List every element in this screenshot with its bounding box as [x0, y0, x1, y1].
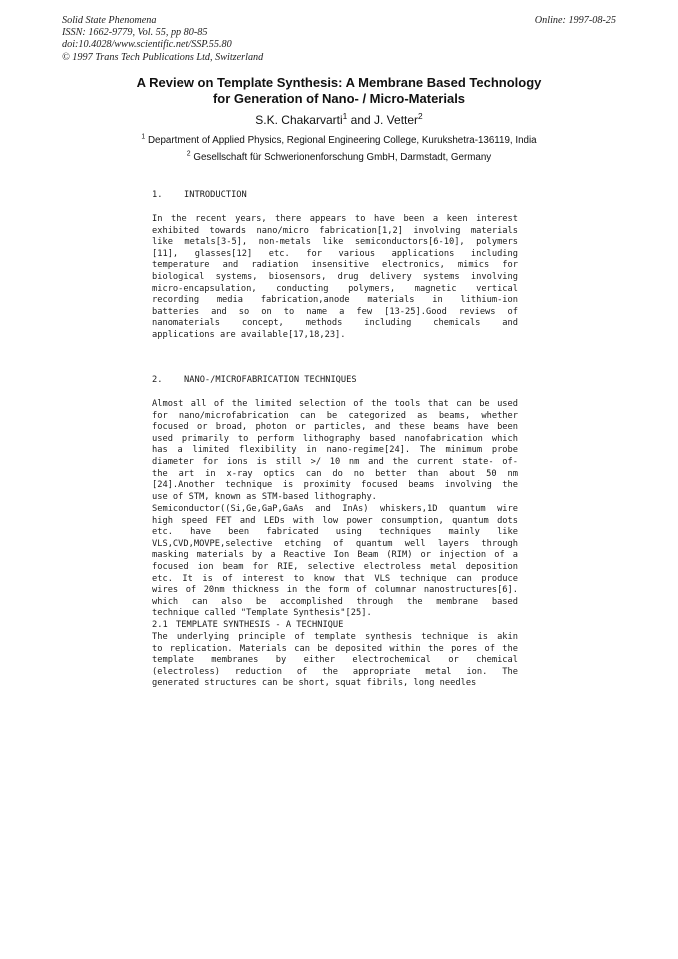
text-line: [24].Another technique is proximity focused beams involving the: [152, 480, 518, 491]
author-name: S.K. Chakarvarti: [255, 113, 343, 127]
text-line: the art in x-ray optics can do no better than about 50 nm: [152, 468, 518, 479]
section-number: 1.: [152, 190, 163, 200]
text-line: micro-encapsulation, conducting polymers, magnetic vertical: [152, 283, 518, 294]
section-body: [152, 399, 518, 503]
affiliation-text: Department of Applied Physics, Regional Engineering College, Kurukshetra-136119, India: [145, 135, 537, 146]
journal-issn: ISSN: 1662-9779, Vol. 55, pp 80-85: [62, 27, 208, 39]
text-line: batteries and so on to name a few [13-25].Good reviews of: [152, 306, 518, 317]
author-list: [100, 113, 578, 127]
text-line: like metals[3-5], non-metals like semiconductors[6-10], polymers: [152, 237, 518, 248]
text-line: Almost all of the limited selection of the tools that can be used: [152, 399, 518, 409]
text-line: biological systems, biosensors, drug delivery systems involving: [152, 272, 518, 283]
text-line: (electroless) reduction of the appropriate metal ion. The: [152, 666, 518, 677]
author-affil-mark: 1: [342, 111, 348, 121]
text-line: technique called "Template Synthesis"[25].: [152, 608, 372, 619]
section-number: 2.: [152, 375, 163, 385]
paper-title: [100, 75, 578, 106]
text-line: to replication. Materials can be deposited within the pores of the: [152, 643, 518, 654]
text-line: has a limited flexibility in nano-regime[24]. The minimum probe: [152, 445, 518, 456]
text-line: The underlying principle of template synthesis technique is akin: [152, 632, 518, 642]
subsection-heading: [152, 620, 343, 630]
section-heading: [152, 375, 357, 385]
text-line: nanomaterials concept, methods including chemicals and: [152, 318, 518, 329]
text-line: [11], glasses[12] etc. for various applications including: [152, 248, 518, 259]
online-date: Online: 1997-08-25: [534, 15, 616, 26]
text-line: high speed FET and LEDs with low power consumption, quantum dots: [152, 515, 518, 526]
affiliation-text: Gesellschaft für Schwerionenforschung GmbH, Darmstadt, Germany: [190, 152, 492, 163]
text-line: use of STM, known as STM-based lithography.: [152, 491, 377, 502]
text-line: exhibited towards nano/micro fabrication[1,2] involving materials: [152, 225, 518, 236]
text-line: masking materials by a Reactive Ion Beam (RIM) or injection of a: [152, 550, 518, 561]
section-heading: [152, 190, 247, 200]
text-line: In the recent years, there appears to have been a keen interest: [152, 214, 518, 224]
text-line: diameter for ions is still >/ 10 nm and the current state- of-: [152, 457, 518, 468]
text-line: etc. have been fabricated using techniques mainly like: [152, 527, 518, 538]
text-line: wires of 20nm thickness in the form of columnar nanostructures[6].: [152, 585, 518, 596]
text-line: recording media fabrication,anode materials in lithium-ion: [152, 295, 518, 306]
text-line: applications are available[17,18,23].: [152, 330, 346, 341]
affiliation-mark: 1: [141, 133, 146, 141]
section-title: TEMPLATE SYNTHESIS - A TECHNIQUE: [176, 620, 344, 630]
affiliation: [60, 135, 618, 146]
journal-meta: [62, 15, 263, 64]
affiliation-mark: 2: [186, 150, 191, 158]
section-body: [152, 504, 518, 620]
section-number: 2.1: [152, 620, 168, 630]
text-line: Semiconductor((Si,Ge,GaP,GaAs and InAs) whiskers,1D quantum wire: [152, 504, 518, 514]
paper-title-line: A Review on Template Synthesis: A Membrane Based Technology: [136, 75, 542, 90]
section-title: INTRODUCTION: [184, 190, 247, 200]
section-body: [152, 214, 518, 342]
author-name: and J. Vetter: [347, 113, 419, 127]
author-affil-mark: 2: [418, 111, 423, 121]
text-line: for nano/microfabrication can be categorized as beams, whether: [152, 410, 518, 421]
journal-doi: doi:10.4028/www.scientific.net/SSP.55.80: [62, 39, 232, 51]
affiliation: [60, 152, 618, 163]
text-line: generated structures can be short, squat fibrils, long needles: [152, 678, 477, 689]
paper-title-line: for Generation of Nano- / Micro-Materials: [212, 90, 466, 106]
text-line: template membranes by either electrochemical or chemical: [152, 655, 518, 666]
journal-copyright: © 1997 Trans Tech Publications Ltd, Switzerland: [62, 51, 264, 63]
text-line: which can also be accomplished through the membrane based: [152, 596, 518, 607]
text-line: focused ion beam for RIE, selective electroless metal deposition: [152, 562, 518, 573]
journal-name: Solid State Phenomena: [62, 15, 157, 26]
text-line: focused or broad, photon or particles, and these beams have been: [152, 422, 518, 433]
text-line: used primarily to perform lithography based nanofabrication which: [152, 433, 518, 444]
section-body: [152, 632, 518, 690]
section-title: NANO-/MICROFABRICATION TECHNIQUES: [184, 375, 357, 385]
text-line: VLS,CVD,MOVPE,selective etching of quantum well layers through: [152, 538, 518, 549]
text-line: etc. It is of interest to know that VLS technique can produce: [152, 573, 518, 584]
text-line: temperature and radiation insensitive electronics, mimics for: [152, 260, 518, 271]
